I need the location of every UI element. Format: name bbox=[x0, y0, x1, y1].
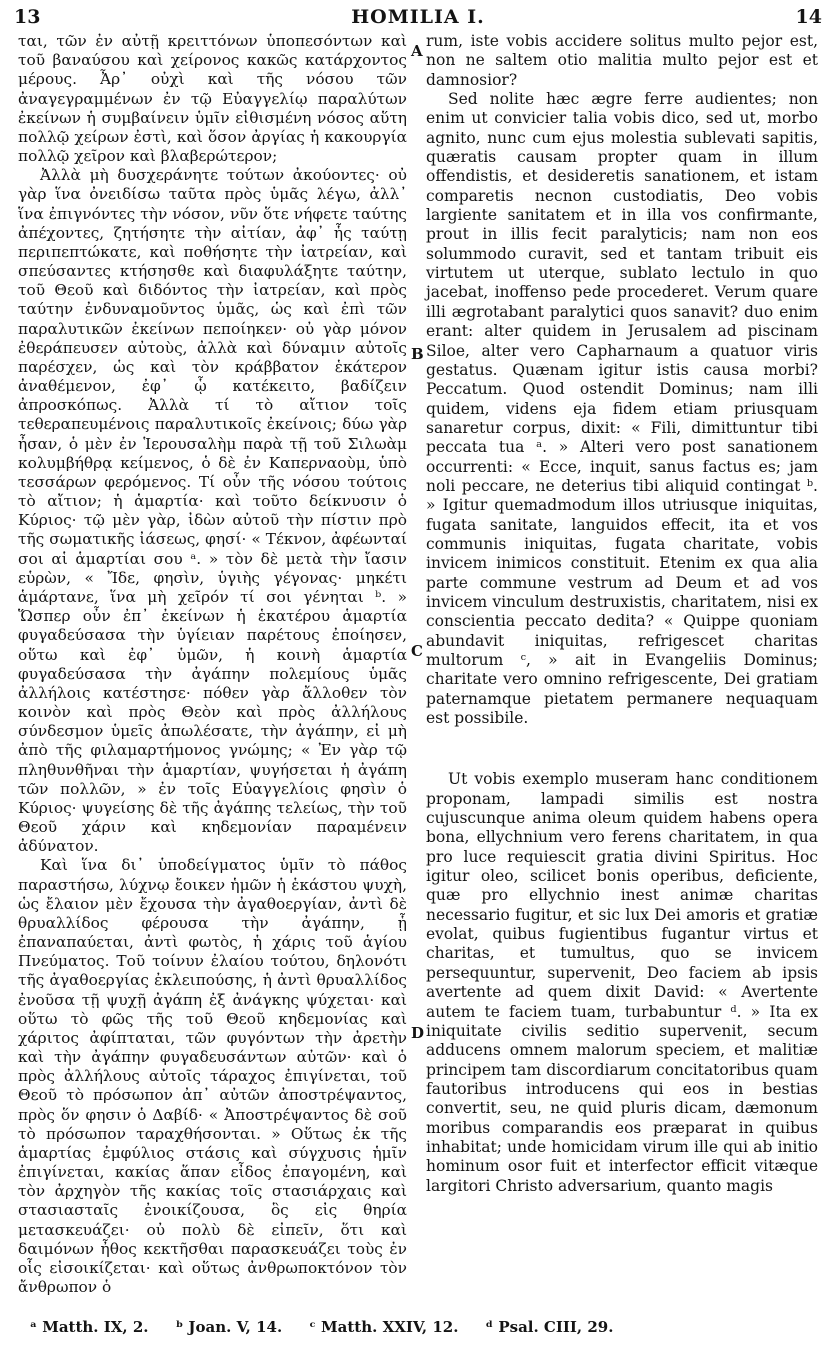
footnote: ᵃ Matth. IX, 2. bbox=[30, 1318, 149, 1336]
section-marker-d: D bbox=[411, 1024, 425, 1042]
latin-paragraph: Sed nolite hæc ægre ferre audientes; non enim ut convicier talia vobis dico, sed ut, morbo agnito, nunc cum ejus molestia sublevati sapitis, quæratis causam propter quam in illum offendistis, et desideretis sanationem, et istam comparetis necnon custodiatis, Deo vobis largiente sanitatem et in illa vos confirmante, prout in illis fecit paralyticis; nam non eos solummodo curavit, sed et tantam tribuit eis virtutem ut uterque, sublato lectulo in quo jacebat, inoffenso pede procederet. Verum quare illi ægrotabant paralytici quos sanavit? duo enim erant: alter quidem in Jerusalem ad piscinam Siloe, alter vero Capharnaum a quatuor viris gestatus. Quænam igitur istis causa morbi? Peccatum. Quod ostendit Dominus; nam illi quidem, videns eja fidem etiam priusquam sanaretur corpus, dixit: « Fili, dimittuntur tibi peccata tua ᵃ. » Alteri vero post sanationem occurrenti: « Ecce, inquit, sanus factus es; jam noli peccare, ne deterius tibi aliquid contingat ᵇ. » Igitur quemadmodum illos utriusque iniquitas, fugata sanitate, languidos effecit, ita et vos communis iniquitas, fugata charitate, vobis invicem inimicos constituit. Etenim ex qua alia parte commune vestrum ad Deum et ad vos invicem vinculum destruxistis, charitatem, nisi ex conscientia peccato dedita? « Quippe quoniam abundavit iniquitas, refrigescet charitas multorum ᶜ, » ait in Evangeliis Dominus; charitate vero omnino refrigescente, Dei gratiam paternamque pietatem permanere nequaquam est possibile. bbox=[426, 90, 818, 728]
latin-paragraph: Ut vobis exemplo museram hanc conditionem proponam, lampadi similis est nostra cujuscunque anima oleum quidem habens opera bona, ellychnium vero ferens charitatem, in qua pro luce requiescit gratia divini Spiritus. Hoc igitur oleo, scilicet bonis operibus, deficiente, quæ pro ellychnio inest animæ charitas necessario fugitur, et sic lux Dei amoris et gratiæ evolat, quibus fugientibus fugantur virtus et charitas, et tumultus, quo se invicem persequuntur, supervenit, Deo faciem ab ipsis avertente ad quem dixit David: « Avertente autem te faciem tuam, turbabuntur ᵈ. » Ita ex iniquitate civilis seditio supervenit, secum adducens omnem malorum speciem, et malitiæ principem tam discordiarum concitatoribus quam fautoribus introducens qui eos in bestias convertit, seu, ne quid pluris dicam, dæmonum moribus comparandis eos præparat in quibus inhabitat; unde homicidam virum ille qui ab initio hominum osor fuit et interfector efficit vitæque largitori Christo adversarium, quanto magis bbox=[426, 770, 818, 1195]
page-header bbox=[14, 6, 822, 30]
page-number-right: 14 bbox=[795, 6, 822, 28]
footnote: ᵇ Joan. V, 14. bbox=[175, 1318, 283, 1336]
section-marker-a: A bbox=[411, 42, 423, 60]
footnote: ᶜ Matth. XXIV, 12. bbox=[309, 1318, 459, 1336]
section-marker-c: C bbox=[411, 642, 423, 660]
page-number-left: 13 bbox=[14, 6, 41, 28]
greek-paragraph: Καὶ ἵνα δι᾽ ὑποδείγματος ὑμῖν τὸ πάθος παραστήσω, λύχνῳ ἔοικεν ἡμῶν ἡ ἑκάστου ψυχὴ, ὡς ἔλαιον μὲν ἔχουσα τὴν ἀγαθοεργίαν, ἀντὶ δὲ θρυαλλίδος φέρουσα τὴν ἀγάπην, ᾗ ἐπαναπαύεται, ἀντὶ φωτὸς, ἡ χάρις τοῦ ἁγίου Πνεύματος. Τοῦ τοίνυν ἐλαίου τούτου, δηλονότι τῆς ἀγαθοεργίας ἐκλειπούσης, ἡ ἀντὶ θρυαλλίδος ἐνοῦσα τῇ ψυχῇ ἀγάπη ἐξ ἀνάγκης ψύχεται· καὶ οὕτω τὸ φῶς τῆς τοῦ Θεοῦ κηδεμονίας καὶ χάριτος ἀφίπταται, τῶν φυγόντων τὴν ἀρετὴν καὶ τὴν ἀγάπην φυγαδευσάντων αὐτῶν· καὶ ὁ πρὸς ἀλλήλους αὐτοῖς τάραχος ἐπιγίνεται, τοῦ Θεοῦ τὸ πρόσωπον ἀπ᾽ αὐτῶν ἀποστρέψαντος, πρὸς ὅν φησιν ὁ Δαβίδ· « Ἀποστρέψαντος δὲ σοῦ τὸ πρόσωπον ταραχθήσονται. » Οὕτως ἐκ τῆς ἁμαρτίας ἐμφύλιος στάσις καὶ σύγχυσις ἡμῖν ἐπιγίνεται, κακίας ἅπαν εἶδος ἐπαγομένη, καὶ τὸν ἀρχηγὸν τῆς κακίας τοῖς στασιάρχαις καὶ στασιασταῖς ἐνοικίζουσα, ὃς εἰς θηρία μετασκευάζει· οὐ πολὺ δὲ εἰπεῖν, ὅτι καὶ δαιμόνων ἦθος κεκτῆσθαι παρασκευάζει τοὺς ἐν οἷς εἰσοικίζεται· καὶ οὕτως ἀνθρωποκτόνον τὸν ἄνθρωπον ὁ bbox=[18, 856, 407, 1297]
footnote: ᵈ Psal. CIII, 29. bbox=[485, 1318, 614, 1336]
greek-paragraph: Ἀλλὰ μὴ δυσχεράνητε τούτων ἀκούοντες· οὐ γὰρ ἵνα ὀνειδίσω ταῦτα πρὸς ὑμᾶς λέγω, ἀλλ᾽ ἵνα ἐπιγνόντες τὴν νόσον, νῦν ὅτε νήφετε ταύτης ἀπέχοντες, ζητήσητε τὴν αἰτίαν, ἀφ᾽ ἧς ταύτῃ περιπεπτώκατε, καὶ ποθήσητε τὴν ἰατρείαν, καὶ σπεύσαντες κτήσησθε καὶ διαφυλάξητε ταύτην, τοῦ Θεοῦ καὶ διδόντος τὴν ἰατρείαν, καὶ πρὸς ταύτην ἐνδυναμοῦντος ὑμᾶς, ὡς καὶ ἐπὶ τῶν παραλυτικῶν ἐκείνων πεποίηκεν· οὐ γὰρ μόνον ἐθεράπευσεν αὐτοὺς, ἀλλὰ καὶ δύναμιν αὐτοῖς παρέσχεν, ὡς καὶ τὸν κράββατον ἑκάτερον ἀναθέμενον, ἐφ᾽ ᾧ κατέκειτο, βαδίζειν ἀπροσκόπως. Ἀλλὰ τί τὸ αἴτιον τοῖς τεθεραπευμένοις παραλυτικοῖς ἐκείνοις; δύω γὰρ ἦσαν, ὁ μὲν ἐν Ἱερουσαλὴμ παρὰ τῇ τοῦ Σιλωὰμ κολυμβήθρᾳ κείμενος, ὁ δὲ ἐν Καπερναοὺμ, ὑπὸ τεσσάρων φερόμενος. Τί οὖν τῆς νόσου τούτοις τὸ αἴτιον; ἡ ἁμαρτία· καὶ τοῦτο δείκνυσιν ὁ Κύριος· τῷ μὲν γὰρ, ἰδὼν αὐτοῦ τὴν πίστιν πρὸ τῆς σωματικῆς ἰάσεως, φησί· « Τέκνον, ἀφέωνταί σοι αἱ ἁμαρτίαι σου ᵃ. » τὸν δὲ μετὰ τὴν ἴασιν εὑρὼν, « Ἴδε, φησὶν, ὑγιὴς γέγονας· μηκέτι ἁμάρτανε, ἵνα μὴ χεῖρόν τί σοι γένηται ᵇ. » Ὥσπερ οὖν ἐπ᾽ ἐκείνων ἡ ἑκατέρου ἁμαρτία φυγαδεύσασα τὴν ὑγίειαν παρέτους ἐποίησεν, οὕτω καὶ ἐφ᾽ ὑμῶν, ἡ κοινὴ ἁμαρτία φυγαδεύσασα τὴν ἀγάπην πολεμίους ὑμᾶς ἀλλήλοις κατέστησε· πόθεν γὰρ ἄλλοθεν τὸν κοινὸν καὶ πρὸς Θεὸν καὶ πρὸς ἀλλήλους σύνδεσμον ὑμεῖς ἀπωλέσατε, τὴν ἀγάπην, εἰ μὴ ἀπὸ τῆς φιλαμαρτήμονος γνώμης; « Ἐν γὰρ τῷ πληθυνθῆναι τὴν ἁμαρτίαν, ψυγήσεται ἡ ἀγάπη τῶν πολλῶν, » ἐν τοῖς Εὐαγγελίοις φησὶν ὁ Κύριος· ψυγείσης δὲ τῆς ἀγάπης τελείως, τὴν τοῦ Θεοῦ χάριν καὶ κηδεμονίαν παραμένειν ἀδύνατον. bbox=[18, 166, 407, 856]
running-title: HOMILIA I. bbox=[351, 6, 485, 28]
greek-paragraph: ται, τῶν ἐν αὐτῇ κρειττόνων ὑποπεσόντων καὶ τοῦ βαναύσου καὶ χείρονος κακῶς κατάρχοντος μέρους. Ἆρ᾽ οὐχὶ καὶ τῆς νόσου τῶν ἀναγεγραμμένων ἐν τῷ Εὐαγγελίῳ παραλύτων ἐκείνων ἡ συμβαίνειν ὑμῖν εἰθισμένη νόσος αὕτη πολλῷ χείρων ἐστὶ, καὶ ὅσον ἀργίας ἡ κακουργία πολλῷ χεῖρον καὶ βλαβερώτερον; bbox=[18, 32, 407, 166]
greek-column bbox=[18, 32, 407, 1297]
footnotes bbox=[30, 1318, 816, 1336]
section-marker-b: B bbox=[411, 345, 424, 363]
latin-column bbox=[426, 32, 818, 1196]
paragraph-gap bbox=[426, 728, 818, 770]
latin-paragraph: rum, iste vobis accidere solitus multo pejor est, non ne saltem otio malitia multo pejor est et damnosior? bbox=[426, 32, 818, 89]
